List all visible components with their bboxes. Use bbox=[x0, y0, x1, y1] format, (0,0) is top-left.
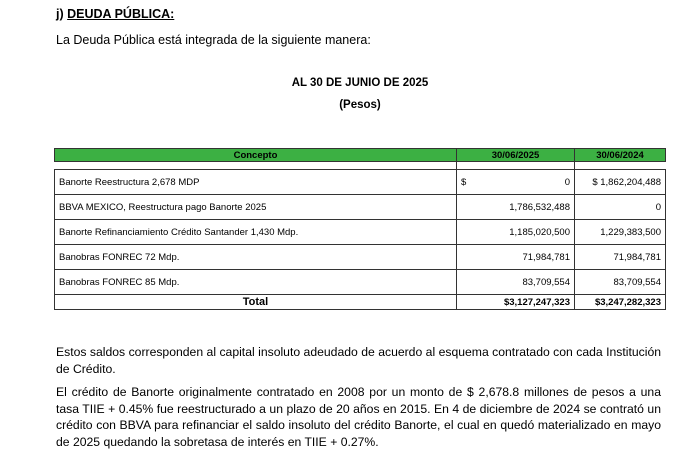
row-concepto: Banorte Refinanciamiento Crédito Santander 1,430 Mdp. bbox=[55, 220, 457, 245]
table-title: AL 30 DE JUNIO DE 2025 bbox=[291, 77, 429, 89]
currency-symbol: $ bbox=[461, 176, 467, 188]
header-2025: 30/06/2025 bbox=[457, 149, 575, 162]
section-title: DEUDA PÚBLICA: bbox=[67, 7, 175, 21]
paragraph-saldos: Estos saldos corresponden al capital insoluto adeudado de acuerdo al esquema contratado con cada Institución de Crédito. bbox=[56, 345, 661, 376]
row-value-2024: 83,709,554 bbox=[575, 270, 666, 295]
row-value-2024: 0 bbox=[575, 195, 666, 220]
row-concepto: Banorte Reestructura 2,678 MDP bbox=[55, 170, 457, 195]
table-row bbox=[55, 270, 666, 295]
row-value-2025: 71,984,781 bbox=[457, 245, 575, 270]
header-concepto: Concepto bbox=[55, 149, 457, 162]
table-header-row bbox=[55, 149, 666, 162]
row-value-2024: $ 1,862,204,488 bbox=[575, 170, 666, 195]
row-value-2025: $ 0 bbox=[457, 170, 575, 195]
table-row bbox=[55, 170, 666, 195]
table-units: (Pesos) bbox=[339, 99, 381, 111]
debt-table bbox=[54, 148, 666, 310]
table-row bbox=[55, 245, 666, 270]
section-label: j) bbox=[56, 7, 64, 21]
row-value-2025: 1,185,020,500 bbox=[457, 220, 575, 245]
table-row bbox=[55, 195, 666, 220]
section-heading bbox=[56, 7, 174, 21]
row-value-2024: 1,229,383,500 bbox=[575, 220, 666, 245]
row-value-2024: 71,984,781 bbox=[575, 245, 666, 270]
intro-text: La Deuda Pública está integrada de la siguiente manera: bbox=[56, 33, 371, 47]
total-2025: $3,127,247,323 bbox=[457, 295, 575, 310]
table-total-row bbox=[55, 295, 666, 310]
row-concepto: Banobras FONREC 72 Mdp. bbox=[55, 245, 457, 270]
total-label: Total bbox=[55, 295, 457, 310]
row-concepto: BBVA MEXICO, Reestructura pago Banorte 2025 bbox=[55, 195, 457, 220]
total-2024: $3,247,282,323 bbox=[575, 295, 666, 310]
row-value-2025: 1,786,532,488 bbox=[457, 195, 575, 220]
header-2024: 30/06/2024 bbox=[575, 149, 666, 162]
row-value-2025: 83,709,554 bbox=[457, 270, 575, 295]
row-concepto: Banobras FONREC 85 Mdp. bbox=[55, 270, 457, 295]
paragraph-banorte: El crédito de Banorte originalmente contratado en 2008 por un monto de $ 2,678.8 millones de pesos a una tasa TIIE + 0.45% fue reestructurado a un plazo de 20 años en 2015. En 4 de diciembre de 2024 se contrató un crédito con BBVA para refinanciar el saldo insoluto del crédito Banorte, el cual en quedó materializado en mayo de 2025 quedando la sobretasa de interés en TIIE + 0.27%. bbox=[56, 385, 661, 449]
table-row bbox=[55, 220, 666, 245]
